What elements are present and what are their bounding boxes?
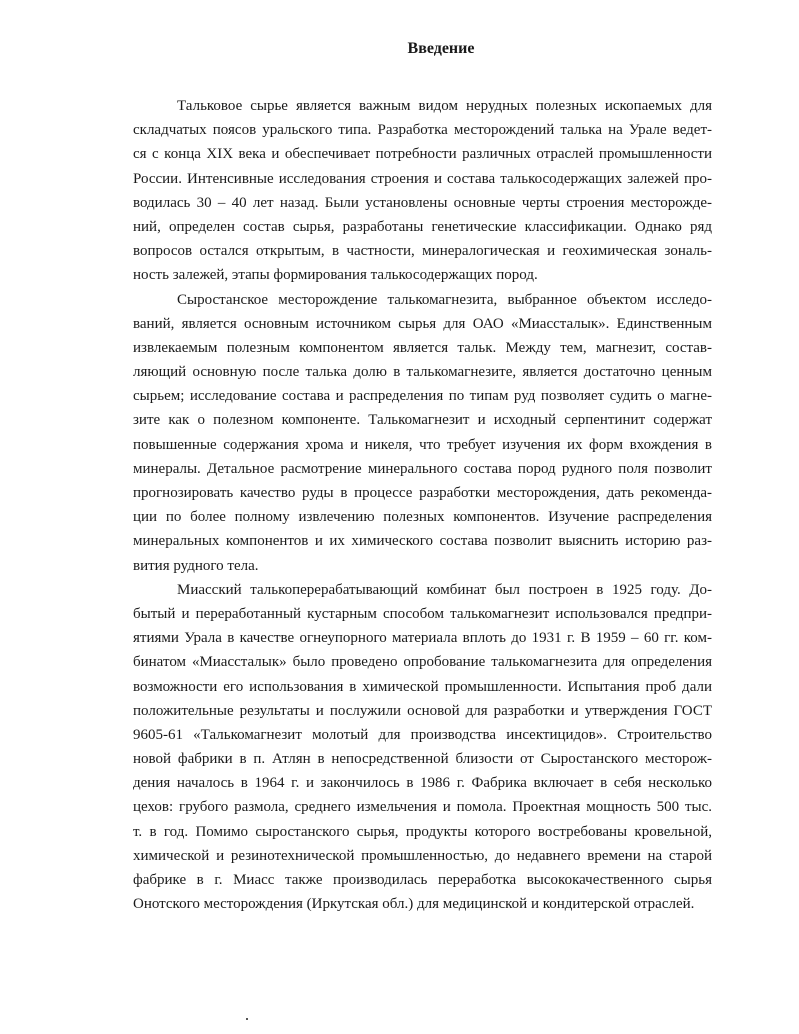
text-line: фабрике в г. Миасс также производилась переработка высококачественного сырья <box>133 872 712 888</box>
text-line: химической и резинотехнической промышленностью, до недавнего времени на старой <box>133 847 712 864</box>
paragraph <box>133 288 712 578</box>
text-line: вопросов остался открытым, в частности, минералогическая и геохимическая зональ- <box>133 243 712 260</box>
text-line: бинатом «Миассталык» было проведено опробование талькомагнезита для определения <box>133 654 712 671</box>
paragraph <box>133 578 712 917</box>
text-line: ляющий основную после талька долю в талькомагнезите, является достаточно ценным <box>133 364 712 381</box>
document-body <box>133 94 712 916</box>
text-line: Онотского месторождения (Иркутская обл.) для медицинской и кондитерской отраслей. <box>133 896 695 913</box>
text-line: зите как о полезном компоненте. Талькомагнезит и исходный серпентинит содержат <box>133 412 712 429</box>
text-line: складчатых поясов уральского типа. Разработка месторождений талька на Урале ведет- <box>133 122 712 139</box>
text-line: Миасский талькоперерабатывающий комбинат был построен в 1925 году. До- <box>177 581 712 598</box>
text-line: повышенные содержания хрома и никеля, что требует изучения их форм вхождения в <box>133 436 712 453</box>
text-line: новой фабрики в п. Атлян в непосредственной близости от Сыростанского месторож- <box>133 751 712 768</box>
text-line: цехов: грубого размола, среднего измельчения и помола. Проектная мощность 500 тыс. <box>133 799 712 816</box>
text-line: дения началось в 1964 г. и закончилось в 1986 г. Фабрика включает в себя несколько <box>133 775 712 792</box>
text-line: ятиями Урала в качестве огнеупорного материала вплоть до 1931 г. В 1959 – 60 гг. ком- <box>133 630 712 647</box>
scan-speck <box>246 1018 248 1020</box>
text-line: извлекаемым полезным компонентом является тальк. Между тем, магнезит, состав- <box>133 339 712 356</box>
text-line: бытый и переработанный кустарным способом талькомагнезит использовался предпри- <box>133 605 712 622</box>
text-line: ваний, является основным источником сырья для ОАО «Миассталык». Единственным <box>133 315 712 332</box>
text-line: т. в год. Помимо сыростанского сырья, продукты которого востребованы кровельной, <box>133 823 712 840</box>
text-line: Тальковое сырье является важным видом нерудных полезных ископаемых для <box>177 98 712 114</box>
text-line: ний, определен состав сырья, разработаны генетические классификации. Однако ряд <box>133 218 712 235</box>
text-line: водилась 30 – 40 лет назад. Были установлены основные черты строения месторожде- <box>133 194 712 211</box>
text-line: сырьем; исследование состава и распределения по типам руд позволяет судить о магне- <box>133 388 712 405</box>
text-line: минеральных компонентов и их химического состава позволит выяснить историю раз- <box>133 533 712 550</box>
text-line: вития рудного тела. <box>133 557 259 574</box>
text-line: 9605-61 «Талькомагнезит молотый для производства инсектицидов». Строительство <box>133 726 712 743</box>
page-title: Введение <box>407 40 475 57</box>
text-line: возможности его использования в химической промышленности. Испытания проб дали <box>133 678 712 695</box>
text-line: прогнозировать качество руды в процессе разработки месторождения, дать рекоменда- <box>133 485 712 501</box>
text-line: ность залежей, этапы формирования талькосодержащих пород. <box>133 267 538 284</box>
text-line: Сыростанское месторождение талькомагнезита, выбранное объектом исследо- <box>177 291 712 308</box>
text-line: ся с конца XIX века и обеспечивает потребности различных отраслей промышленности <box>133 146 712 163</box>
text-line: положительные результаты и послужили основой для разработки и утверждения ГОСТ <box>133 702 712 719</box>
text-line: ции по более полному извлечению полезных компонентов. Изучение распределения <box>133 509 712 526</box>
paragraph <box>133 94 712 288</box>
text-line: минералы. Детальное расмотрение минерального состава пород рудного поля позволит <box>133 460 712 477</box>
text-line: России. Интенсивные исследования строения и состава талькосодержащих залежей про- <box>133 170 712 187</box>
